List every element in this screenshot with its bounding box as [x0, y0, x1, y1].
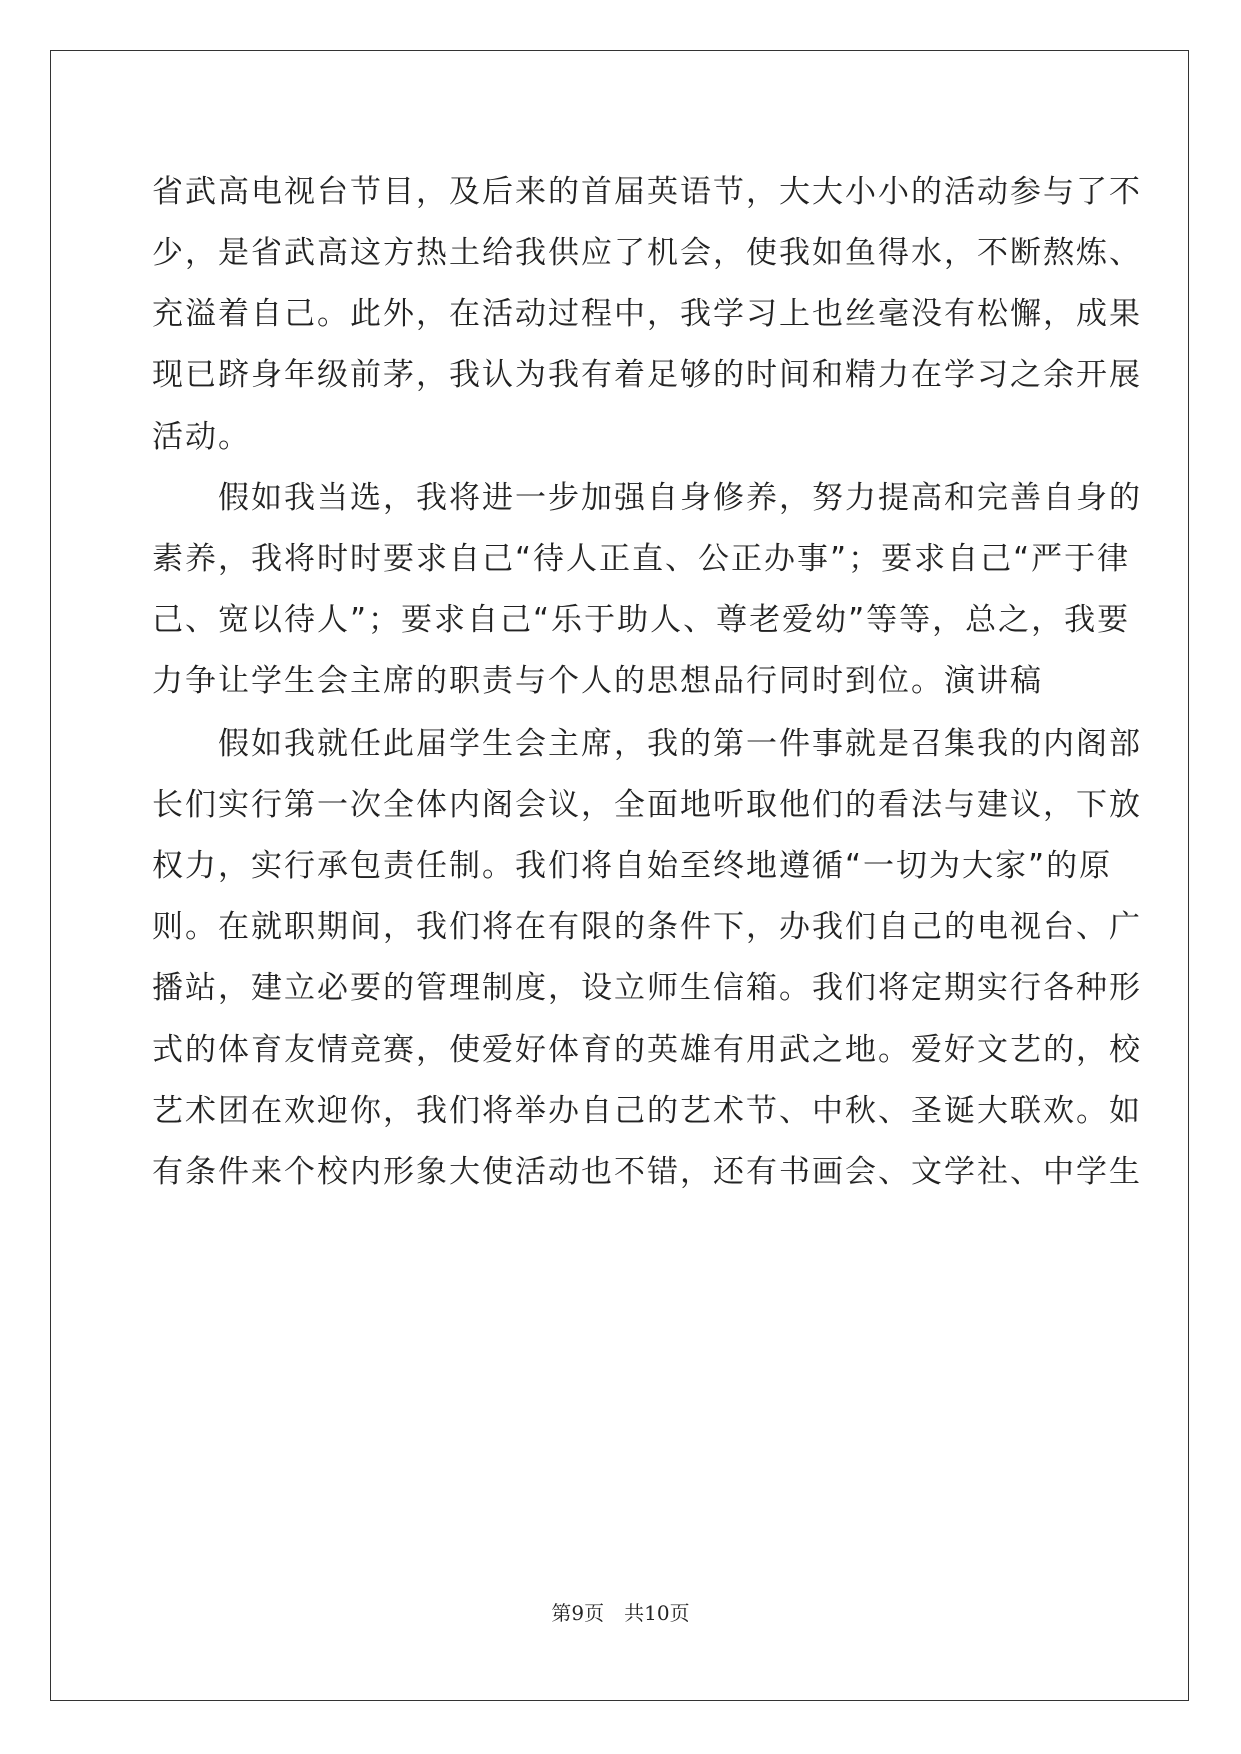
text-line: 长们实行第一次全体内阁会议，全面地听取他们的看法与建议，下放 [152, 787, 1142, 823]
text-line: 假如我就任此届学生会主席，我的第一件事就是召集我的内阁部 [152, 726, 1142, 762]
text-line: 活动。 [152, 419, 251, 455]
text-line: 己、宽以待人”；要求自己“乐于助人、尊老爱幼”等等，总之，我要 [152, 602, 1131, 638]
text-line: 艺术团在欢迎你，我们将举办自己的艺术节、中秋、圣诞大联欢。如 [152, 1093, 1142, 1129]
text-line: 假如我当选，我将进一步加强自身修养，努力提高和完善自身的 [152, 480, 1142, 516]
text-line: 权力，实行承包责任制。我们将自始至终地遵循“一切为大家”的原 [152, 848, 1113, 884]
text-line: 省武高电视台节目，及后来的首届英语节，大大小小的活动参与了不 [152, 174, 1142, 210]
text-line: 力争让学生会主席的职责与个人的思想品行同时到位。演讲稿 [152, 663, 1043, 699]
text-line: 式的体育友情竞赛，使爱好体育的英雄有用武之地。爱好文艺的，校 [152, 1032, 1142, 1068]
text-line: 素养，我将时时要求自己“待人正直、公正办事”；要求自己“严于律 [152, 541, 1131, 577]
text-line: 则。在就职期间，我们将在有限的条件下，办我们自己的电视台、广 [152, 909, 1142, 945]
text-line: 现已跻身年级前茅，我认为我有着足够的时间和精力在学习之余开展 [152, 357, 1142, 393]
text-line: 充溢着自己。此外，在活动过程中，我学习上也丝毫没有松懈，成果 [152, 296, 1142, 332]
text-line: 播站，建立必要的管理制度，设立师生信箱。我们将定期实行各种形 [152, 970, 1142, 1006]
text-line: 有条件来个校内形象大使活动也不错，还有书画会、文学社、中学生 [152, 1154, 1142, 1190]
text-line: 少，是省武高这方热土给我供应了机会，使我如鱼得水，不断熬炼、 [152, 235, 1142, 271]
page-footer: 第9页 共10页 [551, 1601, 690, 1625]
